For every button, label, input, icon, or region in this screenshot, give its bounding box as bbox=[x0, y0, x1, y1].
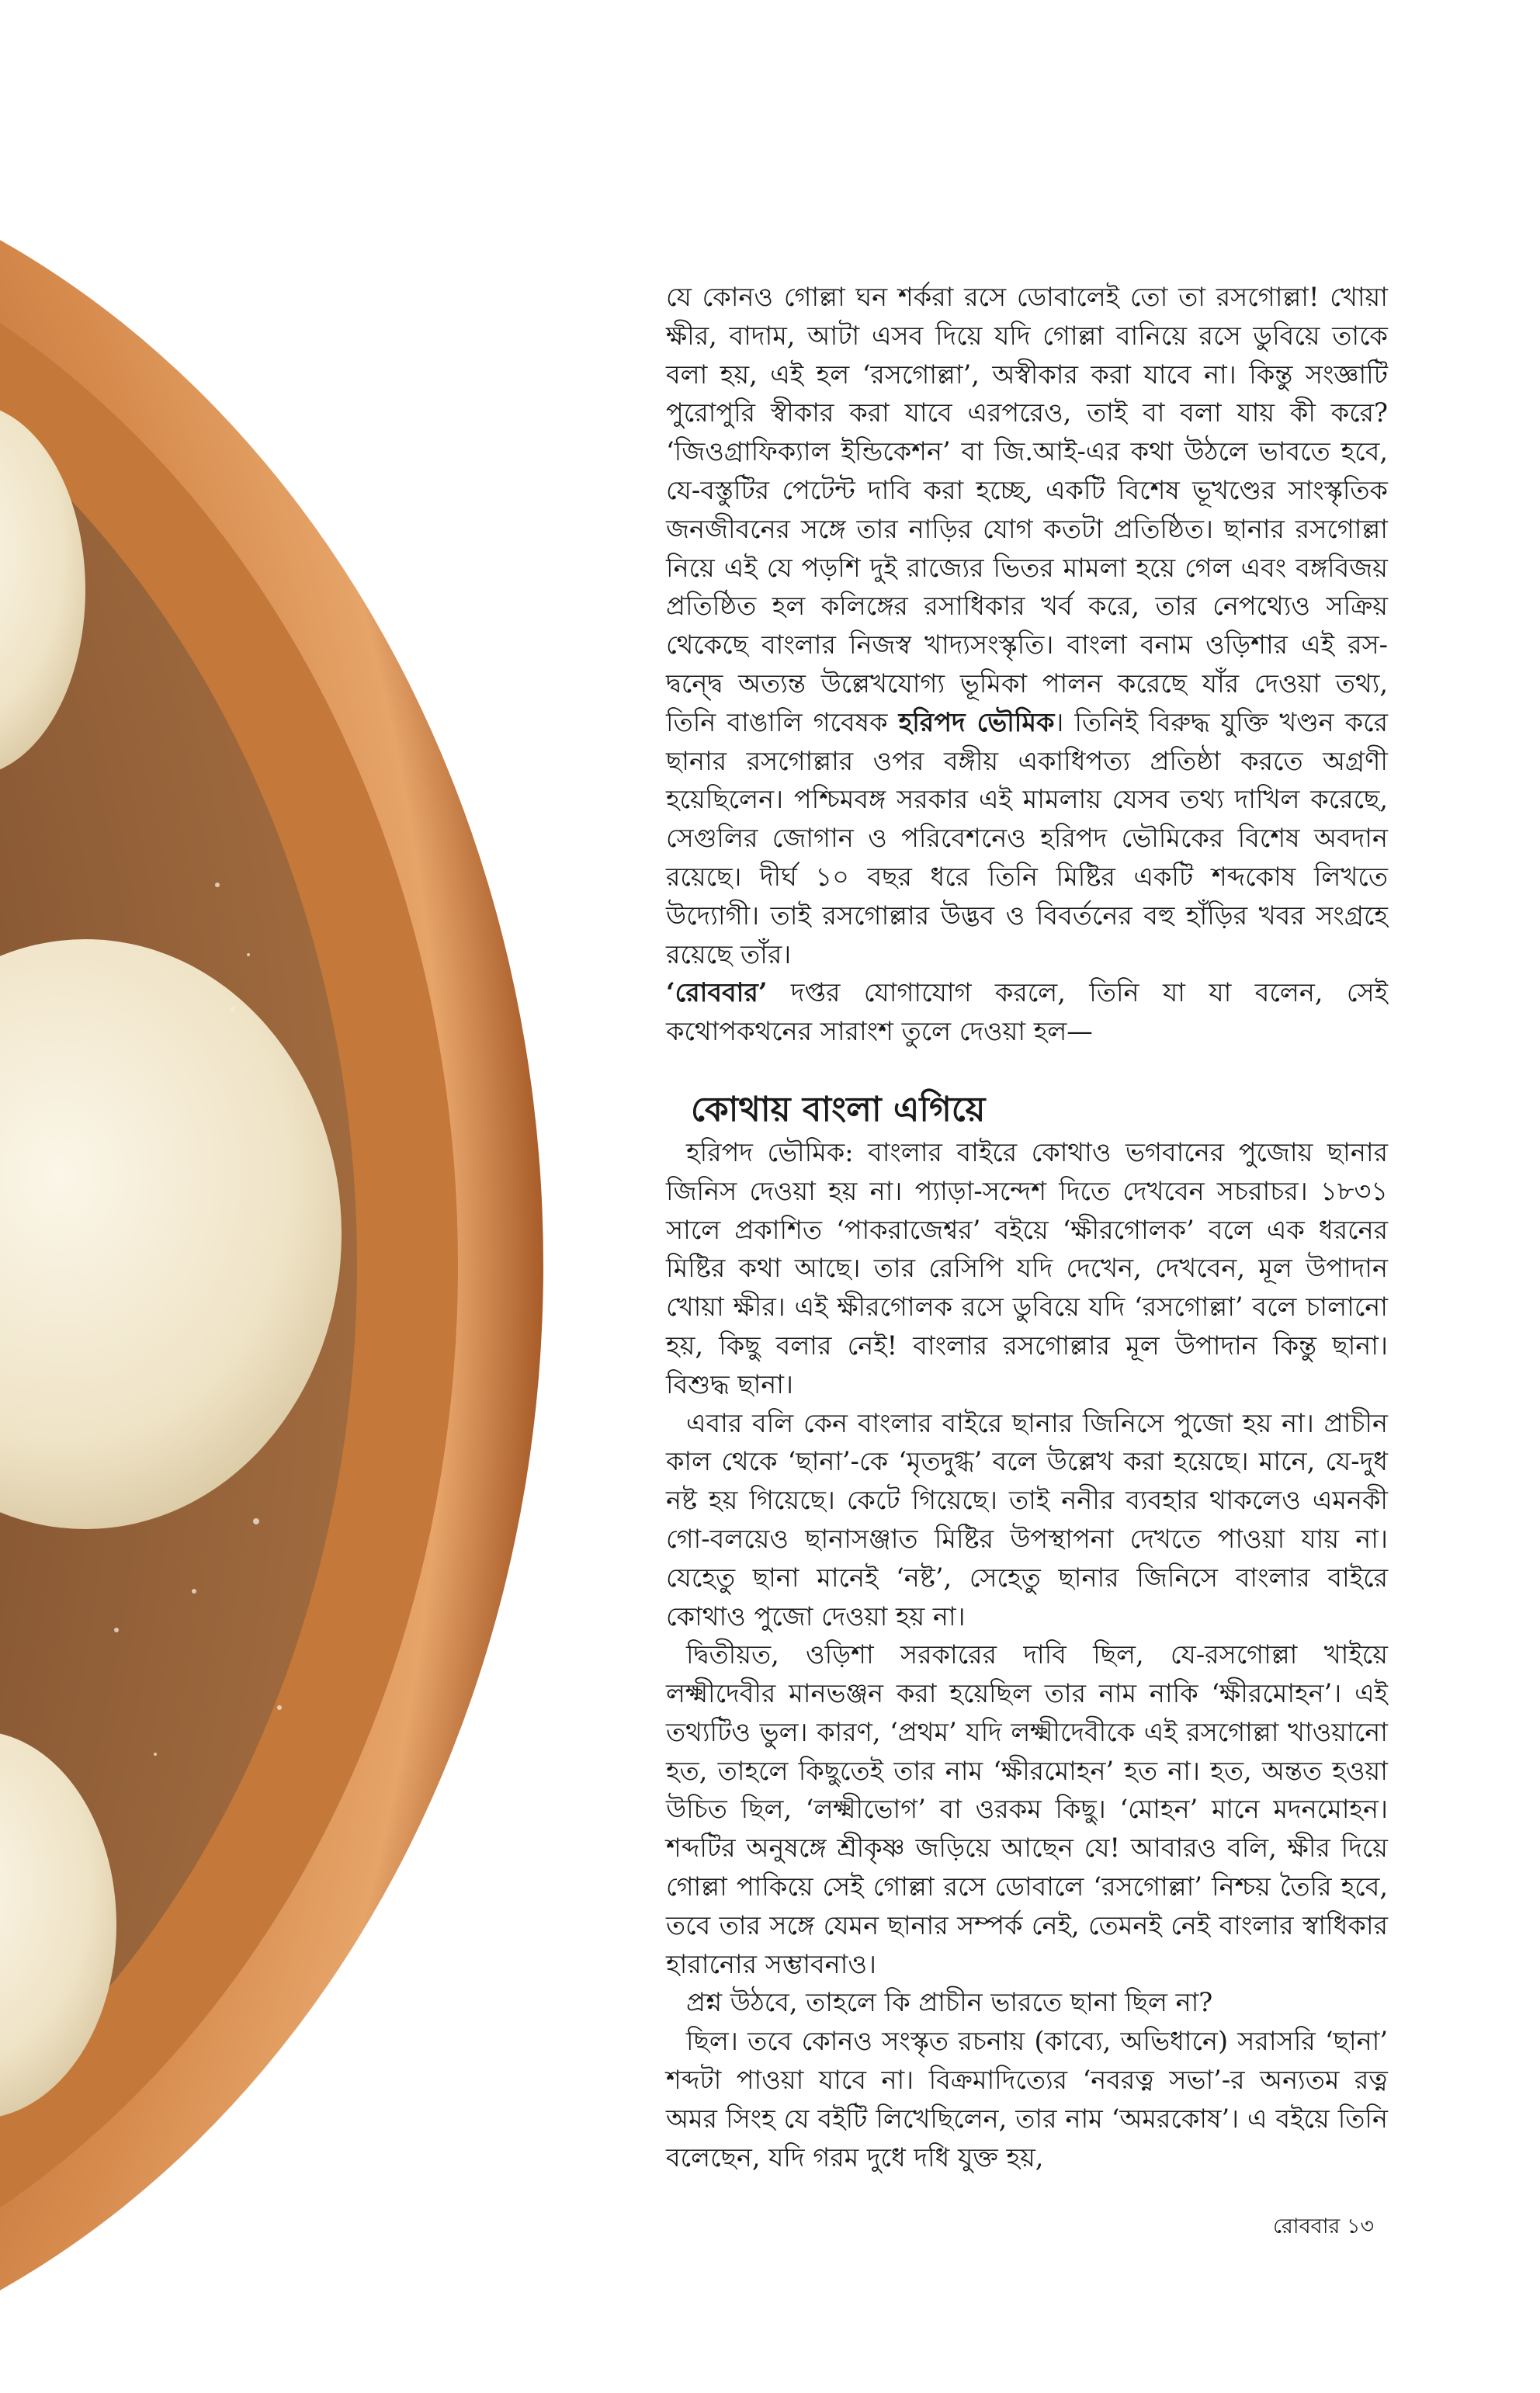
intro-text-rest: । তিনিই বিরুদ্ধ যুক্তি খণ্ডন করে ছানার রসগোল্লার ওপর বঙ্গীয় একাধিপত্য প্রতিষ্ঠা করতে অগ্রণী হয়েছিলেন। পশ্চিমবঙ্গ সরকার এই মামলায় যেসব তথ্য দাখিল করেছে, সেগুলির জোগান ও পরিবেশনেও হরিপদ ভৌমিকের বিশেষ অবদান রয়েছে। দীর্ঘ ১০ বছর ধরে তিনি মিষ্টির একটি শব্দকোষ লিখতে উদ্যোগী। তাই রসগোল্লার উদ্ভব ও বিবর্তনের বহু হাঁড়ির খবর সংগ্রহে রয়েছে তাঁর। bbox=[666, 706, 1388, 969]
body-paragraph-1: হরিপদ ভৌমিক: বাংলার বাইরে কোথাও ভগবানের পুজোয় ছানার জিনিস দেওয়া হয় না। প্যাড়া-সন্দেশ দিতে দেখবেন সচরাচর। ১৮৩১ সালে প্রকাশিত ‘পাকরাজেশ্বর’ বইয়ে ‘ক্ষীরগোলক’ বলে এক ধরনের মিষ্টির কথা আছে। তার রেসিপি যদি দেখেন, দেখবেন, মূল উপাদান খোয়া ক্ষীর। এই ক্ষীরগোলক রসে ডুবিয়ে যদি ‘রসগোল্লা’ বলে চালানো হয়, কিছু বলার নেই! বাংলার রসগোল্লার মূল উপাদান কিন্তু ছানা। বিশুদ্ধ ছানা। bbox=[666, 1136, 1388, 1399]
intro-text: যে কোনও গোল্লা ঘন শর্করা রসে ডোবালেই তো তা রসগোল্লা! খোয়া ক্ষীর, বাদাম, আটা এসব দিয়ে যদি গোল্লা বানিয়ে রসে ডুবিয়ে তাকে বলা হয়, এই হল ‘রসগোল্লা’, অস্বীকার করা যাবে না। কিন্তু সংজ্ঞাটি পুরোপুরি স্বীকার করা যাবে এরপরেও, তাই বা বলা যায় কী করে? ‘জিওগ্রাফিক্যাল ইন্ডিকেশন’ বা জি.আই-এর কথা উঠলে ভাবতে হবে, যে-বস্তুটির পেটেন্ট দাবি করা হচ্ছে, একটি বিশেষ ভূখণ্ডের সাংস্কৃতিক জনজীবনের সঙ্গে তার নাড়ির যোগ কতটা প্রতিষ্ঠিত। ছানার রসগোল্লা নিয়ে এই যে পড়শি দুই রাজ্যের ভিতর মামলা হয়ে গেল এবং বঙ্গবিজয় প্রতিষ্ঠিত হল কলিঙ্গের রসাধিকার খর্ব করে, তার নেপথ্যেও সক্রিয় থেকেছে বাংলার নিজস্ব খাদ্যসংস্কৃতি। বাংলা বনাম ওড়িশার এই রস-দ্বন্দ্বে অত্যন্ত উল্লেখযোগ্য ভূমিকা পালন করেছে যাঁর দেওয়া তথ্য, তিনি বাঙালি গবেষক bbox=[666, 282, 1388, 737]
magazine-name: ‘রোববার’ bbox=[666, 977, 768, 1008]
rasgulla-bowl-photo bbox=[0, 0, 590, 2393]
body-paragraph-5: ছিল। তবে কোনও সংস্কৃত রচনায় (কাব্যে, অভিধানে) সরাসরি ‘ছানা’ শব্দটা পাওয়া যাবে না। বিক্রমাদিত্যের ‘নবরত্ন সভা’-র অন্যতম রত্ন অমর সিংহ যে বইটি লিখেছিলেন, তার নাম ‘অমরকোষ’। এ বইয়ে তিনি বলেছেন, যদি গরম দুধে দধি যুক্ত হয়, bbox=[666, 2026, 1388, 2173]
body-paragraph-3: দ্বিতীয়ত, ওড়িশা সরকারের দাবি ছিল, যে-রসগোল্লা খাইয়ে লক্ষ্মীদেবীর মানভঞ্জন করা হয়েছিল তার নাম নাকি ‘ক্ষীরমোহন’। এই তথ্যটিও ভুল। কারণ, ‘প্রথম’ যদি লক্ষ্মীদেবীকে এই রসগোল্লা খাওয়ানো হত, তাহলে কিছুতেই তার নাম ‘ক্ষীরমোহন’ হত না। হত, অন্তত হওয়া উচিত ছিল, ‘লক্ষ্মীভোগ’ বা ওরকম কিছু। ‘মোহন’ মানে মদনমোহন। শব্দটির অনুষঙ্গে শ্রীকৃষ্ণ জড়িয়ে আছেন যে! আবারও বলি, ক্ষীর দিয়ে গোল্লা পাকিয়ে সেই গোল্লা রসে ডোবালে ‘রসগোল্লা’ নিশ্চয় তৈরি হবে, তবে তার সঙ্গে যেমন ছানার সম্পর্ক নেই, তেমনই নেই বাংলার স্বাধিকার হারানোর সম্ভাবনাও। bbox=[666, 1639, 1388, 1979]
author-name: হরিপদ ভৌমিক bbox=[898, 706, 1055, 737]
body-paragraph-2: এবার বলি কেন বাংলার বাইরে ছানার জিনিসে পুজো হয় না। প্রাচীন কাল থেকে ‘ছানা’-কে ‘মৃতদুগ্ধ’ বলে উল্লেখ করা হয়েছে। মানে, যে-দুধ নষ্ট হয় গিয়েছে। কেটে গিয়েছে। তাই ননীর ব্যবহার থাকলেও এমনকী গো-বলয়েও ছানাসঞ্জাত মিষ্টির উপস্থাপনা দেখতে পাওয়া যায় না। যেহেতু ছানা মানেই ‘নষ্ট’, সেহেতু ছানার জিনিসে বাংলার বাইরে কোথাও পুজো দেওয়া হয় না। bbox=[666, 1407, 1388, 1632]
intro-text-end: দপ্তর যোগাযোগ করলে, তিনি যা যা বলেন, সেই কথোপকথনের সারাংশ তুলে দেওয়া হল— bbox=[666, 977, 1388, 1047]
body-paragraph-4: প্রশ্ন উঠবে, তাহলে কি প্রাচীন ভারতে ছানা ছিল না? bbox=[686, 1987, 1213, 2018]
intro-paragraph bbox=[666, 278, 1388, 1051]
page-folio: রোববার ১৩ bbox=[1273, 2214, 1375, 2239]
article-column bbox=[666, 278, 1388, 2176]
section-heading: কোথায় বাংলা এগিয়ে bbox=[691, 1089, 986, 1129]
